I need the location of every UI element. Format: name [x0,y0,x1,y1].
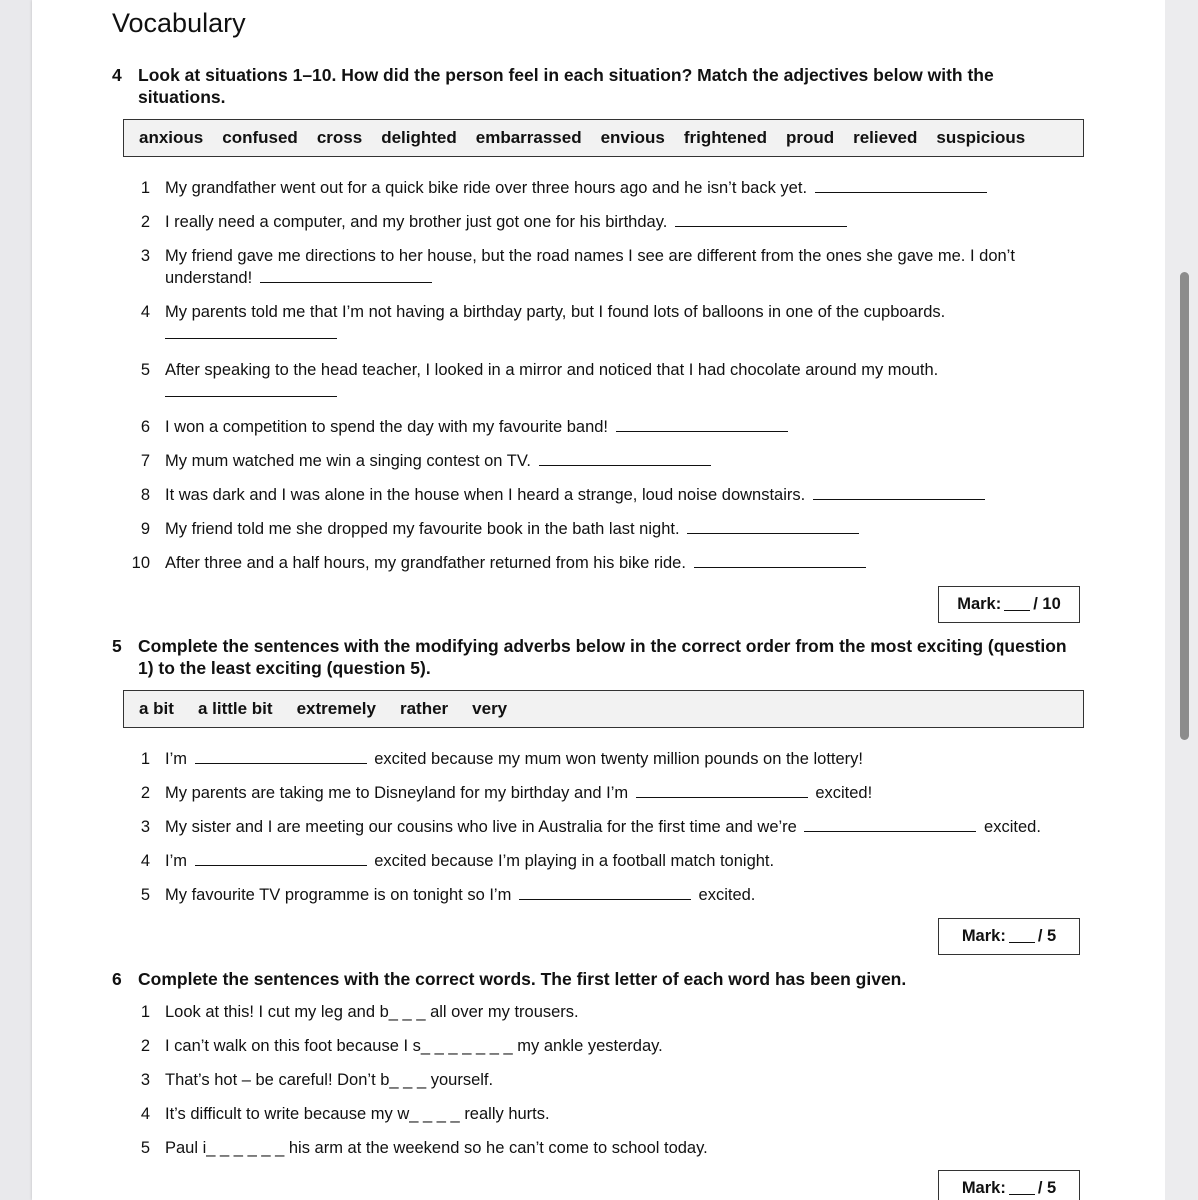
section-5-instruction: Complete the sentences with the modifying adverbs below in the correct order from the most exciting (question 1) to the least exciting (question 5). [138,636,1067,678]
mark-blank[interactable] [1004,598,1030,611]
item-number: 7 [140,452,150,470]
answer-blank[interactable] [519,887,691,900]
mark-total: / 10 [1033,595,1061,613]
item-number: 5 [140,886,150,904]
item-text-before: My favourite TV programme is on tonight so I’m [165,886,512,904]
item-number: 10 [131,554,150,572]
section-4-mark-box [938,586,1080,623]
answer-blank[interactable] [539,453,711,466]
section-5-mark-box [938,918,1080,955]
item-number: 9 [140,520,150,538]
answer-blank[interactable] [165,326,337,339]
section-4-instruction: Look at situations 1–10. How did the person feel in each situation? Match the adjectives below with the situations. [138,65,994,107]
word-confused: confused [222,128,298,147]
section-5-number: 5 [112,636,122,656]
item-number: 1 [140,1003,150,1021]
item-text: My parents told me that I’m not having a birthday party, but I found lots of balloons in one of the cupboards. [165,303,946,321]
letter-gap[interactable]: i_ _ _ _ _ _ [202,1139,285,1157]
item-number: 2 [140,213,150,231]
word-a-bit: a bit [139,699,174,718]
letter-gap[interactable]: s_ _ _ _ _ _ _ [412,1037,513,1055]
item-text-before: I’m [165,852,187,870]
item-text-before: I can’t walk on this foot because I [165,1037,409,1055]
mark-total: / 5 [1037,927,1057,945]
item-text-before: My parents are taking me to Disneyland for my birthday and I’m [165,784,629,802]
item-number: 5 [140,361,150,379]
item-text: I really need a computer, and my brother just got one for his birthday. [165,213,668,231]
section-4-number: 4 [112,65,122,85]
item-text: I won a competition to spend the day with my favourite band! [165,418,609,436]
item-text-after: my ankle yesterday. [517,1037,663,1055]
answer-blank[interactable] [616,419,788,432]
mark-label: Mark: [961,1179,1006,1197]
item-text-before: It’s difficult to write because my [165,1105,393,1123]
answer-blank[interactable] [813,487,985,500]
worksheet-page [32,0,1165,1200]
item-text-after: excited because my mum won twenty million pounds on the lottery! [374,750,864,768]
item-text-after: excited. [984,818,1041,836]
item-number: 2 [140,1037,150,1055]
answer-blank[interactable] [687,521,859,534]
item-text-before: Look at this! I cut my leg and [165,1003,376,1021]
word-extremely: extremely [296,699,376,718]
word-rather: rather [399,699,449,718]
item-number: 1 [140,750,150,768]
item-number: 8 [140,486,150,504]
word-frightened: frightened [683,128,767,147]
item-text-after: his arm at the weekend so he can’t come to school today. [288,1139,708,1157]
mark-total: / 5 [1037,1179,1057,1197]
mark-label: Mark: [961,927,1006,945]
item-number: 3 [140,818,150,836]
item-text: My friend gave me directions to her house, but the road names I see are different from the ones she gave me. I don’t understand! [165,247,1015,287]
item-number: 2 [140,784,150,802]
letter-gap[interactable]: w_ _ _ _ [397,1105,460,1123]
answer-blank[interactable] [195,751,367,764]
item-number: 6 [140,418,150,436]
word-embarrassed: embarrassed [475,128,582,147]
item-text-before: I’m [165,750,187,768]
mark-label: Mark: [957,595,1002,613]
word-delighted: delighted [381,128,457,147]
answer-blank[interactable] [165,384,337,397]
word-a-little-bit: a little bit [197,699,273,718]
section-6-mark-box [938,1170,1080,1200]
item-text-before: That’s hot – be careful! Don’t [165,1071,376,1089]
item-text-after: excited because I’m playing in a football match tonight. [374,852,775,870]
item-number: 3 [140,247,150,265]
word-envious: envious [600,128,665,147]
item-number: 4 [140,303,150,321]
item-text-after: really hurts. [464,1105,550,1123]
item-text-before: Paul [165,1139,199,1157]
word-relieved: relieved [853,128,918,147]
item-text: My grandfather went out for a quick bike ride over three hours ago and he isn’t back yet. [165,179,808,197]
item-number: 3 [140,1071,150,1089]
word-anxious: anxious [139,128,204,147]
mark-blank[interactable] [1009,1182,1035,1195]
item-text-before: My sister and I are meeting our cousins who live in Australia for the first time and we’re [165,818,797,836]
item-text: My mum watched me win a singing contest on TV. [165,452,531,470]
item-text-after: all over my trousers. [430,1003,579,1021]
scrollbar-thumb[interactable] [1180,272,1189,740]
section-6-number: 6 [112,969,122,989]
item-number: 5 [140,1139,150,1157]
letter-gap[interactable]: b_ _ _ [380,1071,427,1089]
item-number: 4 [140,1105,150,1123]
page-title: Vocabulary [112,8,246,38]
answer-blank[interactable] [636,785,808,798]
answer-blank[interactable] [675,214,847,227]
item-text-after: yourself. [430,1071,494,1089]
answer-blank[interactable] [260,270,432,283]
item-text-after: excited! [815,784,873,802]
item-text-after: excited. [698,886,756,904]
item-number: 1 [140,179,150,197]
answer-blank[interactable] [694,555,866,568]
mark-blank[interactable] [1009,930,1035,943]
word-cross: cross [316,128,363,147]
item-text: After three and a half hours, my grandfather returned from his bike ride. [165,554,686,572]
item-number: 4 [140,852,150,870]
word-suspicious: suspicious [936,128,1026,147]
item-text: My friend told me she dropped my favourite book in the bath last night. [165,520,680,538]
answer-blank[interactable] [804,819,976,832]
word-very: very [472,699,508,718]
item-text: After speaking to the head teacher, I looked in a mirror and noticed that I had chocolate around my mouth. [165,361,939,379]
letter-gap[interactable]: b_ _ _ [379,1003,426,1021]
section-5-word-box [123,690,1084,728]
answer-blank[interactable] [195,853,367,866]
section-4-word-box [123,119,1084,157]
word-proud: proud [785,128,835,147]
answer-blank[interactable] [815,180,987,193]
item-text: It was dark and I was alone in the house when I heard a strange, loud noise downstairs. [165,486,806,504]
section-6-instruction: Complete the sentences with the correct words. The first letter of each word has been given. [138,969,907,989]
